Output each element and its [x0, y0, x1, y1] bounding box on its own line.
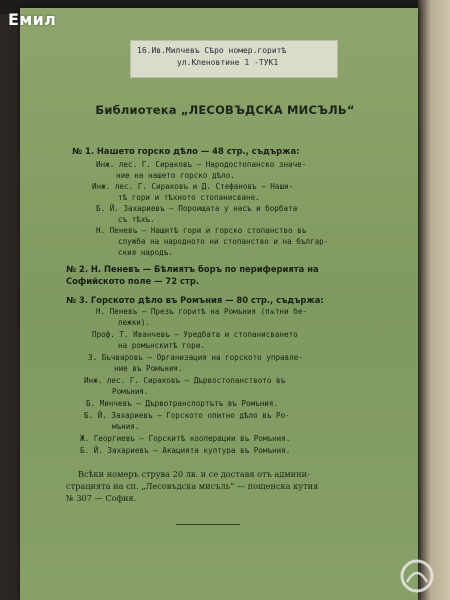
entry-line: ние въ Ромъния. [114, 364, 183, 373]
entry-line: Ромъния. [112, 387, 149, 396]
watermark-text: Емил [8, 10, 57, 29]
entry-line: Проф. Т. Иванчевъ — Уредбата и стопанисването [92, 330, 298, 339]
bazar-logo-icon [388, 556, 446, 596]
entry-line: тѣ гори и тѣхното стопанисване. [118, 193, 260, 202]
entry-line: ския народъ. [118, 248, 173, 257]
entry-line: Н. Пеневъ — Презъ горитѣ на Ромъния (пѫтни бе- [96, 307, 307, 316]
footer-line: № 307 — София. [66, 493, 137, 503]
entry-line: служба на народното ни стопанство и на българ- [118, 237, 329, 246]
page-title: Библиотека „ЛЕСОВЪДСКА МИСЪЛЬ“ [95, 103, 355, 117]
entry-line: на ромънскитѣ гори. [118, 341, 205, 350]
entry-line: Софийското поле — 72 стр. [66, 276, 199, 286]
entry-line: З. Бъчваровъ — Организация на горското управле- [88, 353, 303, 362]
entry-line: мъния. [112, 422, 140, 431]
bottom-divider [176, 524, 240, 525]
entry-line: Б. Й. Захариевъ — Пороищата у насъ и борбата [96, 204, 298, 213]
entry-line: Инж. лес. Г. Сираковъ — Дървостопанството въ [84, 376, 286, 385]
background-right-page [418, 0, 450, 600]
footer-line: страцията на сп. „Лесовъдска мисъль“ — пощенска кутия [66, 481, 319, 491]
entry-line: Б. Й. Захариевъ — Горското опитно дѣло въ Ро- [84, 411, 290, 420]
entry-line: съ тѣхъ. [118, 215, 155, 224]
entry-line: Н. Пеневъ — Нашитѣ гори и горско стопанство въ [96, 226, 307, 235]
entry-3-heading: № 3. Горското дѣло въ Ромъния — 80 стр., съдържа: [66, 295, 324, 305]
entry-line: Ж. Георгиевъ — Горскитѣ кооперации въ Ромъния. [80, 434, 291, 443]
entry-line: лежки). [118, 318, 151, 327]
library-stamp [130, 40, 338, 78]
entry-1-heading: № 1. Нашето горско дѣло — 48 стр., съдържа: [72, 146, 300, 156]
entry-line: ние на нашето горско дѣло. [116, 171, 235, 180]
entry-line: Б. Й. Захариевъ — Акацията култура въ Ромъния. [80, 446, 291, 455]
stamp-line-1: 16.Ив.Милчевъ Сѣро номер.горитѣ [137, 46, 287, 55]
footer-line: Всѣки номеръ струва 20 лв. и се доставя отъ админи- [78, 469, 310, 479]
entry-line: Инж. лес. Г. Сираковъ и Д. Стефановъ — Наши- [92, 182, 294, 191]
entry-line: Б. Минчевъ — Дървотранспортътъ въ Ромъния. [86, 399, 279, 408]
stamp-line-2: ул.Кленовтине 1 -ТУК1 [177, 58, 279, 67]
entry-line: Инж. лес. Г. Сираковъ — Народостопанско значе- [96, 160, 307, 169]
entry-2-heading: № 2. Н. Пеневъ — Бѣлиятъ боръ по периферията на [66, 264, 319, 274]
